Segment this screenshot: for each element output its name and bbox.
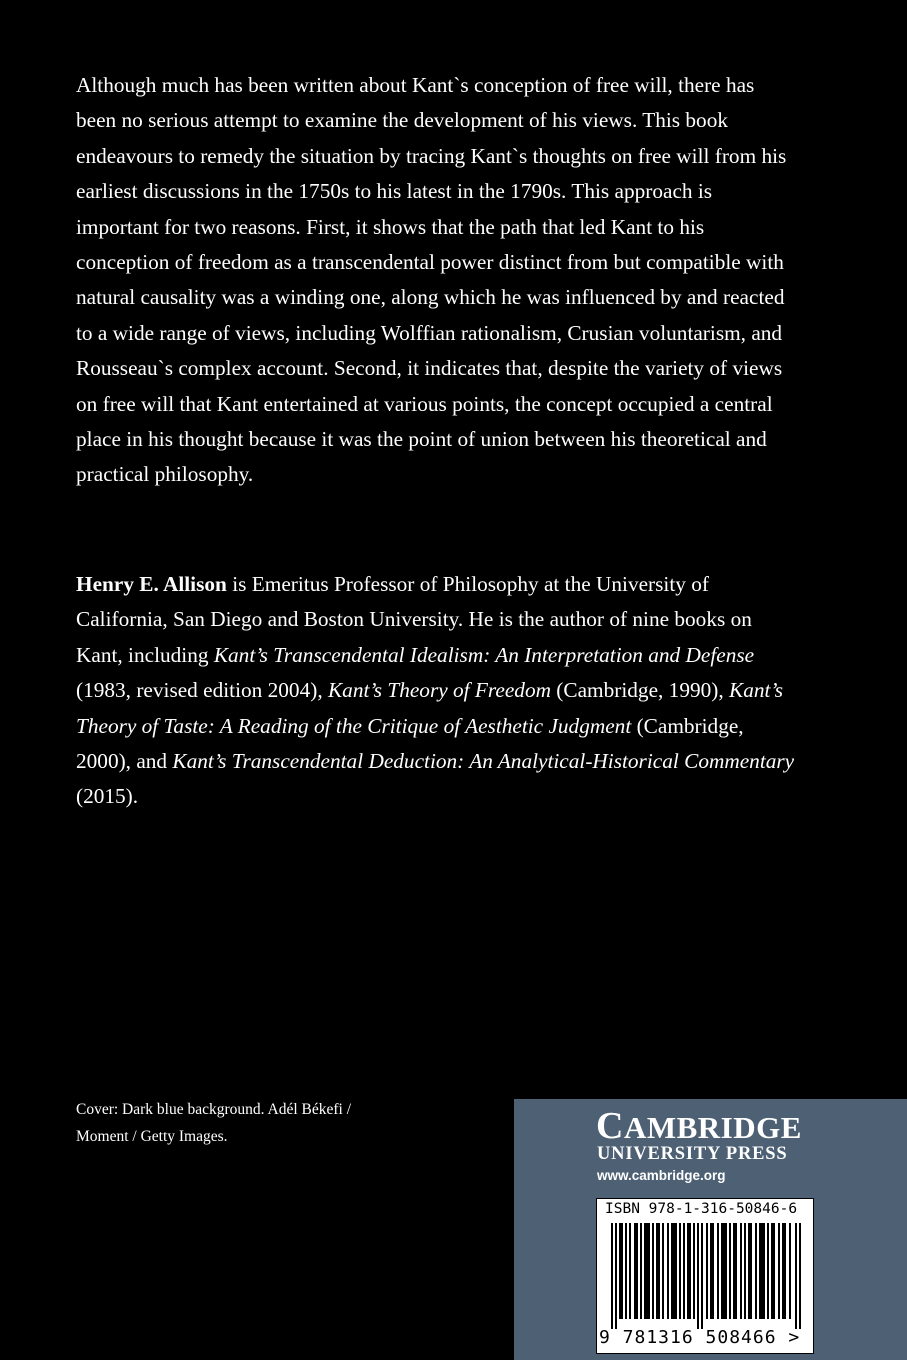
bio-text-4: (Cambridge, 2000), and xyxy=(76,713,744,774)
publisher-panel xyxy=(514,1099,907,1360)
ean-digits: 9 781316 508466 > xyxy=(599,1327,801,1348)
publisher-name xyxy=(596,1105,802,1147)
publisher-website[interactable]: www.cambridge.org xyxy=(597,1168,726,1183)
cover-credit xyxy=(76,1096,436,1150)
book-title-2: Kant’s Theory of Freedom xyxy=(327,678,551,703)
publisher-name-initial: C xyxy=(596,1105,624,1147)
book-title-1: Kant’s Transcendental Idealism: An Interpretation and Defense xyxy=(213,642,755,667)
bio-text-2: (1983, revised edition 2004), xyxy=(76,678,328,703)
cover-credit-line-2: Moment / Getty Images. xyxy=(76,1128,228,1145)
barcode-bars xyxy=(611,1223,801,1329)
back-cover-blurb: Although much has been written about Kant`s conception of free will, there has been no serious attempt to examine the development of his views. This book endeavours to remedy the situation by tracing Kant`s thoughts on free will from his earliest discussions in the 1750s to his latest in the 1790s. This approach is important for two reasons. First, it shows that the path that led Kant to his conception of freedom as a transcendental power distinct from but compatible with natural causality was a winding one, along which he was influenced by and reacted to a wide range of views, including Wolffian rationalism, Crusian voluntarism, and Rousseau`s complex account. Second, it indicates that, despite the variety of views on free will that Kant entertained at various points, the concept occupied a central place in his thought because it was the point of union between his theoretical and practical philosophy. xyxy=(76,73,787,487)
isbn-barcode xyxy=(596,1198,814,1354)
book-title-3: Kant’s Theory of Taste: A Reading of the Critique of Aesthetic Judgment xyxy=(76,678,784,738)
author-bio xyxy=(76,567,796,815)
isbn-label: ISBN 978-1-316-50846-6 xyxy=(605,1201,798,1217)
bio-text-3: (Cambridge, 1990), xyxy=(550,678,730,703)
cover-credit-line-1: Cover: Dark blue background. Adél Békefi / xyxy=(76,1101,352,1118)
book-title-4: Kant’s Transcendental Deduction: An Analytical-Historical Commentary xyxy=(172,749,795,774)
publisher-press-label: UNIVERSITY PRESS xyxy=(597,1144,788,1164)
author-name: Henry E. Allison xyxy=(76,572,227,596)
bio-text-5: (2015). xyxy=(76,784,139,809)
bio-text-1: is Emeritus Professor of Philosophy at the University of California, San Diego and Boston University. He is the author of nine books on Kant, including xyxy=(76,572,752,667)
publisher-name-rest: AMBRIDGE xyxy=(623,1110,802,1145)
